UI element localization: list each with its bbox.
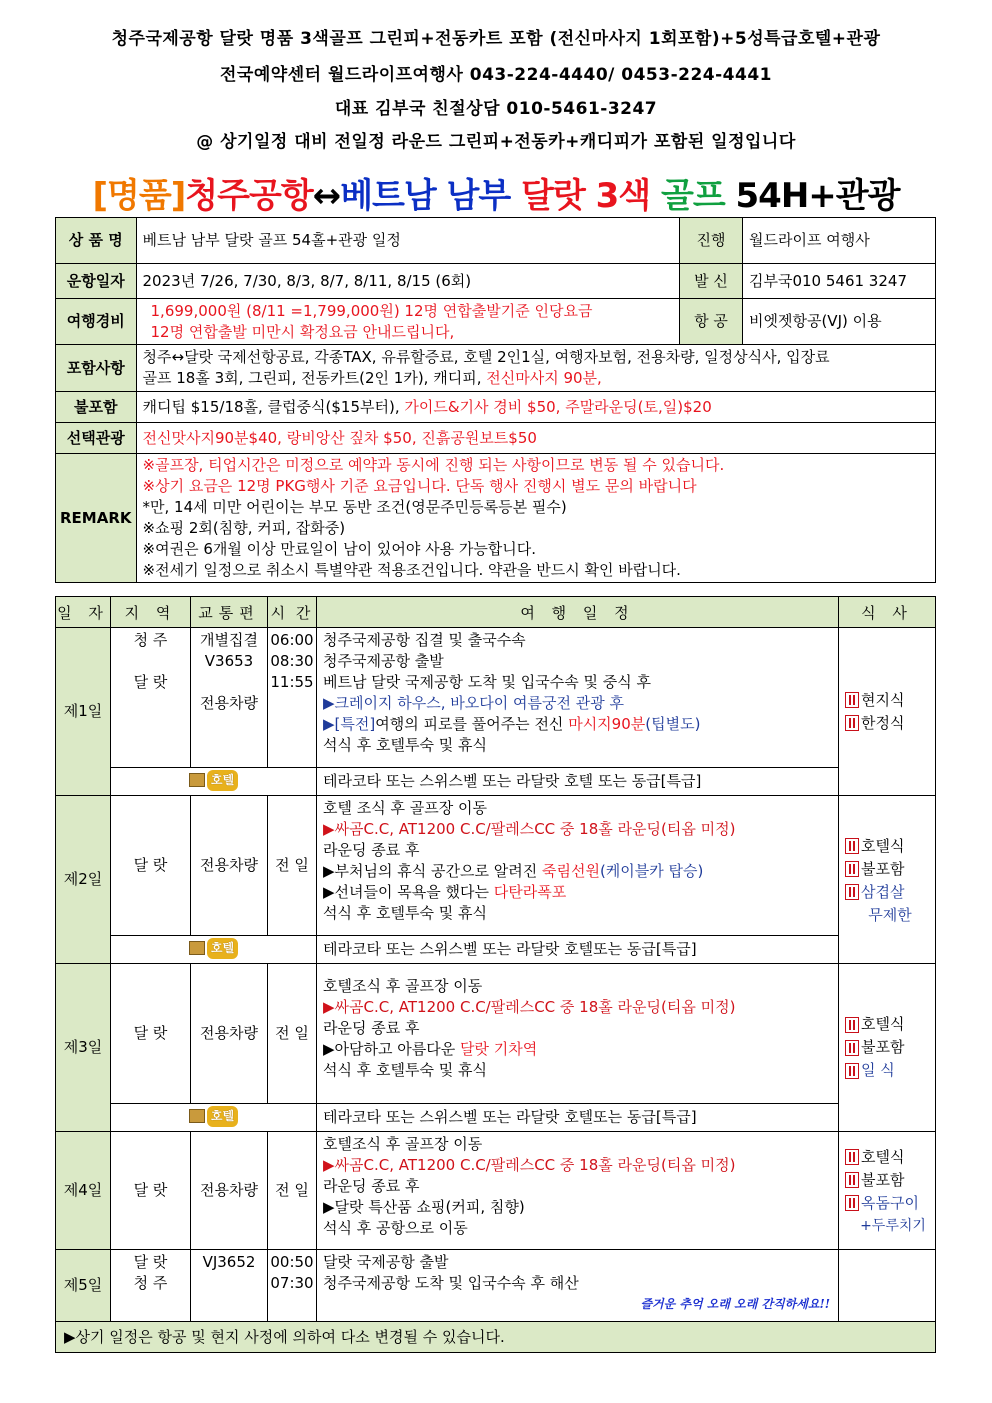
header-line-1: 청주국제공항 달랏 명품 3색골프 그린피+전동카트 포함 (전신마사지 1회포함)+5성특급호텔+관광 bbox=[111, 29, 881, 49]
day1-itinerary bbox=[317, 628, 839, 768]
col-time: 시 간 bbox=[268, 597, 317, 628]
remark-2: ※상기 요금은 12명 PKG행사 기준 요금입니다. 단독 행사 진행시 별도 문의 바랍니다 bbox=[142, 477, 697, 495]
day2-line-1: 호텔 조식 후 골프장 이동 bbox=[323, 799, 487, 817]
day2-label: 제2일 bbox=[56, 796, 111, 964]
day1-trans-2: V3653 bbox=[204, 652, 254, 670]
day1-region bbox=[111, 628, 191, 768]
day3-region: 달 랏 bbox=[111, 964, 191, 1104]
day3-hotel-icon-cell bbox=[111, 1104, 317, 1132]
day4-region: 달 랏 bbox=[111, 1132, 191, 1250]
remark-1: ※골프장, 티업시간은 미정으로 예약과 동시에 진행 되는 사항이므로 변동 될 수 있습니다. bbox=[142, 456, 725, 474]
price-line-2: 12명 연합출발 미만시 확정요금 안내드립니다, bbox=[150, 322, 455, 341]
title-brand: [명품] bbox=[92, 176, 186, 216]
fork-knife-icon bbox=[845, 1195, 859, 1211]
day1-line-1: 청주국제공항 집결 및 출국수속 bbox=[323, 631, 526, 649]
remark-label: REMARK bbox=[56, 454, 137, 583]
day4-meals bbox=[839, 1132, 936, 1250]
day3-itinerary bbox=[317, 964, 839, 1104]
day4-time: 전 일 bbox=[268, 1132, 317, 1250]
included-label: 포함사항 bbox=[56, 345, 137, 392]
title-golf: 골프 bbox=[660, 176, 725, 216]
day1-meal-2: 한정식 bbox=[845, 713, 929, 734]
day5-label: 제5일 bbox=[56, 1250, 111, 1322]
title-arrow: ↔ bbox=[312, 176, 341, 216]
day4-meal-3: 옥돔구이 bbox=[845, 1193, 929, 1214]
included-line-2a: 골프 18홀 3회, 그린피, 전동카트(2인 1카), 캐디피, bbox=[142, 369, 487, 387]
day4-meal-1: 호텔식 bbox=[845, 1147, 929, 1168]
remark-5: ※여권은 6개월 이상 만료일이 남이 있어야 사용 가능합니다. bbox=[142, 540, 537, 558]
day1-massage: 마시지90분 bbox=[568, 715, 646, 733]
info-table bbox=[55, 217, 936, 583]
day2-transport: 전용차량 bbox=[191, 796, 268, 936]
day1-region-1: 청 주 bbox=[133, 631, 168, 649]
hotel-icon: 호텔 bbox=[189, 1106, 238, 1127]
day1-line-6: 석식 후 호텔투숙 및 휴식 bbox=[323, 736, 487, 754]
col-meals: 식 사 bbox=[839, 597, 936, 628]
day5-itinerary bbox=[317, 1250, 839, 1322]
day3-transport: 전용차량 bbox=[191, 964, 268, 1104]
day2-meals bbox=[839, 796, 936, 964]
day1-transport bbox=[191, 628, 268, 768]
day1-region-2: 달 랏 bbox=[133, 673, 168, 691]
day5-line-2: 청주국제공항 도착 및 입국수속 후 해산 bbox=[323, 1274, 579, 1292]
header-line-2: 전국예약센터 월드라이프여행사 043-224-4440/ 0453-224-4441 bbox=[220, 65, 772, 85]
day3-hotel: 테라코타 또는 스위스벨 또는 라달랏 호텔또는 동급[특급] bbox=[317, 1104, 839, 1132]
day1-meals bbox=[839, 628, 936, 796]
included-value bbox=[136, 345, 935, 392]
schedule-table bbox=[55, 596, 936, 1353]
product-value: 베트남 남부 달랏 골프 54홀+관광 일정 bbox=[136, 218, 679, 264]
col-region: 지 역 bbox=[111, 597, 191, 628]
title-destination: 베트남 남부 bbox=[340, 176, 511, 216]
day1-time-3: 11:55 bbox=[270, 673, 314, 691]
remark-4: ※쇼핑 2회(침향, 커피, 잡화중) bbox=[142, 519, 346, 537]
day5-region-2: 청 주 bbox=[133, 1274, 168, 1292]
fork-knife-icon bbox=[845, 861, 859, 877]
product-label: 상 품 명 bbox=[56, 218, 137, 264]
day3-time: 전 일 bbox=[268, 964, 317, 1104]
day5-line-1: 달랏 국제공항 출발 bbox=[323, 1253, 449, 1271]
fork-knife-icon bbox=[845, 884, 859, 900]
excluded-b: 가이드&기사 경비 $50, 주말라운딩(토,일)$20 bbox=[404, 397, 712, 416]
day5-time-1: 00:50 bbox=[270, 1253, 314, 1271]
header-line-4: @ 상기일정 대비 전일정 라운드 그린피+전동카+캐디피가 포함된 일정입니다 bbox=[196, 132, 796, 152]
day1-meal-1: 현지식 bbox=[845, 690, 929, 711]
day4-meal-4: +두루치기 bbox=[860, 1217, 926, 1234]
fork-knife-icon bbox=[845, 692, 859, 708]
fork-knife-icon bbox=[845, 838, 859, 854]
sender-label: 발 신 bbox=[680, 264, 743, 299]
day5-row bbox=[56, 1250, 936, 1322]
day3-meal-2: 불포함 bbox=[845, 1037, 929, 1058]
remark-6: ※전세기 일정으로 취소시 특별약관 적용조건입니다. 약관을 반드시 확인 바랍니다. bbox=[142, 561, 681, 579]
fork-knife-icon bbox=[845, 1040, 859, 1056]
day2-line-4: ▶부처님의 휴식 공간으로 알려진 죽림선원(케이블카 탑승) bbox=[323, 862, 704, 880]
included-line-2 bbox=[143, 368, 929, 389]
price-value bbox=[136, 299, 679, 345]
day2-region: 달 랏 bbox=[111, 796, 191, 936]
included-massage: 전신마사지 90분, bbox=[486, 369, 602, 387]
optional-value: 전신맛사지90분$40, 랑비앙산 짚차 $50, 진흙공원보트$50 bbox=[136, 423, 935, 454]
schedule-footer: ▶상기 일정은 항공 및 현지 사정에 의하여 다소 변경될 수 있습니다. bbox=[56, 1322, 936, 1353]
remark-value bbox=[136, 454, 935, 583]
day2-line-3: 라운딩 종료 후 bbox=[323, 841, 420, 859]
fork-knife-icon bbox=[845, 1149, 859, 1165]
day5-time-2: 07:30 bbox=[270, 1274, 314, 1292]
day1-trans-3: 전용차량 bbox=[200, 694, 258, 712]
day2-itinerary bbox=[317, 796, 839, 936]
excluded-a: 캐디팁 $15/18홀, 클럽중식($15부터), bbox=[142, 397, 405, 416]
dates-value: 2023년 7/26, 7/30, 8/3, 8/7, 8/11, 8/15 (6회) bbox=[136, 264, 679, 299]
day1-time bbox=[268, 628, 317, 768]
day2-meal-3: 삼겹살 bbox=[845, 882, 929, 903]
fork-knife-icon bbox=[845, 1063, 859, 1079]
day2-meal-1: 호텔식 bbox=[845, 836, 929, 857]
day1-line-3: 베트남 달랏 국제공항 도착 및 입국수속 및 중식 후 bbox=[323, 673, 651, 691]
excluded-value bbox=[136, 392, 935, 423]
fork-knife-icon bbox=[845, 1172, 859, 1188]
day1-trans-1: 개별집결 bbox=[200, 631, 258, 649]
airline-value: 비엣젯항공(VJ) 이용 bbox=[743, 299, 936, 345]
included-line-1: 청주↔달랏 국제선항공료, 각종TAX, 유류할증료, 호텔 2인1실, 여행자보험, 전용차량, 일정상식사, 입장료 bbox=[142, 348, 830, 366]
day3-line-3: 라운딩 종료 후 bbox=[323, 1019, 420, 1037]
day2-time: 전 일 bbox=[268, 796, 317, 936]
day1-row bbox=[56, 628, 936, 768]
day4-line-5: 석식 후 공항으로 이동 bbox=[323, 1219, 468, 1237]
day4-line-3: 라운딩 종료 후 bbox=[323, 1177, 420, 1195]
day3-label: 제3일 bbox=[56, 964, 111, 1132]
day5-closing: 즐거운 추억 오래 오래 간직하세요!! bbox=[640, 1297, 830, 1311]
col-itinerary: 여 행 일 정 bbox=[317, 597, 839, 628]
day4-line-1: 호텔조식 후 골프장 이동 bbox=[323, 1135, 483, 1153]
day1-line-5b: 여행의 피로를 풀어주는 전신 bbox=[375, 715, 569, 733]
header-line-3: 대표 김부국 친절상담 010-5461-3247 bbox=[334, 99, 658, 119]
progress-value: 월드라이프 여행사 bbox=[743, 218, 936, 264]
day3-meal-3: 일 식 bbox=[845, 1060, 929, 1081]
day5-region bbox=[111, 1250, 191, 1322]
page-title bbox=[0, 168, 992, 217]
remark-3: *만, 14세 미만 어린이는 부모 동반 조건(영문주민등록등본 필수) bbox=[142, 498, 567, 516]
excluded-label: 불포함 bbox=[56, 392, 137, 423]
hotel-icon: 호텔 bbox=[189, 770, 238, 791]
day3-row bbox=[56, 964, 936, 1104]
day2-meal-4: 무제한 bbox=[868, 905, 912, 924]
day5-meals bbox=[839, 1250, 936, 1322]
day1-hotel-icon-cell bbox=[111, 768, 317, 796]
day3-line-4: ▶아담하고 아름다운 달랏 기차역 bbox=[323, 1040, 538, 1058]
day1-label: 제1일 bbox=[56, 628, 111, 796]
day4-line-4: ▶달랏 특산품 쇼핑(커피, 침향) bbox=[323, 1198, 525, 1216]
airline-label: 항 공 bbox=[680, 299, 743, 345]
price-line-1: 1,699,000원 (8/11 =1,799,000원) 12명 연합출발기준 인당요금 bbox=[150, 301, 593, 320]
day4-line-2: ▶싸곰C.C, AT1200 C.C/팔레스CC 중 18홀 라운딩(티옵 미정) bbox=[323, 1156, 736, 1174]
col-transport: 교통편 bbox=[191, 597, 268, 628]
day1-time-2: 08:30 bbox=[270, 652, 314, 670]
day3-line-1: 호텔조식 후 골프장 이동 bbox=[323, 977, 483, 995]
title-origin: 청주공항 bbox=[185, 176, 313, 216]
day5-time bbox=[268, 1250, 317, 1322]
day3-meals bbox=[839, 964, 936, 1132]
day5-region-1: 달 랏 bbox=[133, 1253, 168, 1271]
day3-meal-1: 호텔식 bbox=[845, 1014, 929, 1035]
day4-meal-2: 불포함 bbox=[845, 1170, 929, 1191]
day2-row bbox=[56, 796, 936, 936]
day1-tip: (팁별도) bbox=[645, 715, 701, 733]
day4-label: 제4일 bbox=[56, 1132, 111, 1250]
sender-value: 김부국010 5461 3247 bbox=[743, 264, 936, 299]
day2-line-2: ▶싸곰C.C, AT1200 C.C/팔레스CC 중 18홀 라운딩(티옵 미정) bbox=[323, 820, 736, 838]
title-holes: 54H+관광 bbox=[735, 176, 900, 216]
day1-line-5 bbox=[323, 714, 832, 735]
day3-line-5: 석식 후 호텔투숙 및 휴식 bbox=[323, 1061, 487, 1079]
day1-hotel: 테라코타 또는 스위스벨 또는 라달랏 호텔 또는 동급[특급] bbox=[317, 768, 839, 796]
day1-line-2: 청주국제공항 출발 bbox=[323, 652, 444, 670]
hotel-icon: 호텔 bbox=[189, 938, 238, 959]
price-label: 여행경비 bbox=[56, 299, 137, 345]
day4-transport: 전용차량 bbox=[191, 1132, 268, 1250]
title-dalat: 달랏 3색 bbox=[521, 176, 651, 216]
day2-line-6: 석식 후 호텔투숙 및 휴식 bbox=[323, 904, 487, 922]
day3-line-2: ▶싸곰C.C, AT1200 C.C/팔레스CC 중 18홀 라운딩(티옵 미정) bbox=[323, 998, 736, 1016]
day2-hotel-icon-cell bbox=[111, 936, 317, 964]
day2-meal-2: 불포함 bbox=[845, 859, 929, 880]
day4-row bbox=[56, 1132, 936, 1250]
day1-time-1: 06:00 bbox=[270, 631, 314, 649]
day4-itinerary bbox=[317, 1132, 839, 1250]
day1-special: ▶[특전] bbox=[323, 715, 376, 733]
progress-label: 진행 bbox=[680, 218, 743, 264]
dates-label: 운항일자 bbox=[56, 264, 137, 299]
optional-label: 선택관광 bbox=[56, 423, 137, 454]
fork-knife-icon bbox=[845, 715, 859, 731]
fork-knife-icon bbox=[845, 1017, 859, 1033]
col-day: 일 자 bbox=[56, 597, 111, 628]
day5-transport: VJ3652 bbox=[191, 1250, 268, 1322]
day2-line-5: ▶선녀들이 목욕을 했다는 다탄라폭포 bbox=[323, 883, 567, 901]
day2-hotel: 테라코타 또는 스위스벨 또는 라달랏 호텔또는 동급[특급] bbox=[317, 936, 839, 964]
day1-line-4: ▶크레이지 하우스, 바오다이 여름궁전 관광 후 bbox=[323, 694, 624, 712]
